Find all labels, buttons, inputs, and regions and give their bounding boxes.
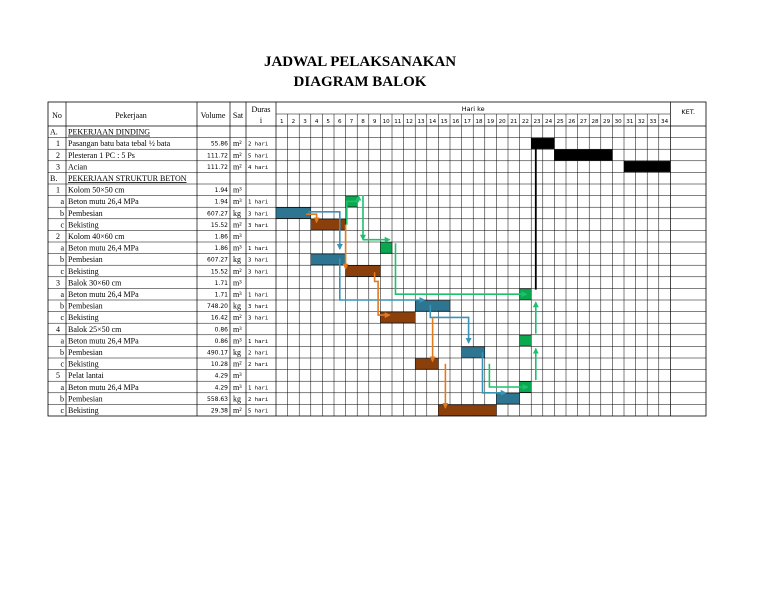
- row-sat: m²: [233, 139, 242, 149]
- page-subtitle: DIAGRAM BALOK: [293, 74, 427, 90]
- gantt-bar: [276, 208, 311, 219]
- row-volume: 1.94: [214, 187, 228, 195]
- row-durasi: 3 hari: [248, 315, 269, 322]
- day-number: 10: [382, 119, 390, 125]
- row-sat: m³: [233, 324, 242, 334]
- row-durasi: 1 hari: [248, 199, 269, 206]
- day-number: 29: [603, 119, 611, 125]
- row-no: 3: [56, 278, 60, 288]
- row-sat: m²: [233, 220, 242, 230]
- row-volume: 1.86: [214, 233, 228, 241]
- row-volume: 16.42: [210, 314, 228, 322]
- row-pekerjaan: Beton mutu 26,4 MPa: [68, 243, 139, 253]
- row-volume: 15.52: [210, 268, 228, 276]
- row-no: b: [60, 255, 64, 265]
- gantt-bar: [531, 138, 554, 149]
- row-no: 4: [56, 324, 60, 334]
- day-number: 28: [591, 119, 599, 125]
- row-sat: m³: [233, 243, 242, 253]
- row-no: a: [60, 197, 64, 207]
- row-durasi: 1 hari: [248, 246, 269, 253]
- day-number: 2: [291, 119, 296, 125]
- row-pekerjaan: Beton mutu 26,4 MPa: [68, 197, 139, 207]
- day-number: 22: [521, 119, 529, 125]
- row-no: a: [60, 243, 64, 253]
- row-no: c: [60, 406, 64, 415]
- row-sat: m³: [233, 197, 242, 207]
- day-number: 17: [463, 119, 471, 125]
- row-durasi: 2 hari: [248, 350, 269, 357]
- row-durasi: 2 hari: [248, 141, 269, 148]
- row-no: b: [60, 301, 64, 311]
- row-pekerjaan: Balok 30×60 cm: [68, 278, 122, 288]
- section-no: B.: [50, 174, 58, 183]
- row-no: a: [60, 336, 64, 346]
- row-volume: 55.86: [210, 140, 228, 148]
- header-durasi-2: i: [259, 116, 263, 125]
- day-number: 31: [626, 119, 634, 125]
- row-durasi: 3 hari: [248, 269, 269, 276]
- section-title: PEKERJAAN STRUKTUR BETON: [68, 174, 187, 183]
- row-pekerjaan: Bekisting: [68, 406, 99, 415]
- row-volume: 111.72: [207, 152, 228, 160]
- row-volume: 1.86: [214, 245, 228, 253]
- row-pekerjaan: Pembesian: [68, 208, 103, 218]
- row-durasi: 5 hari: [248, 153, 269, 160]
- day-number: 3: [303, 119, 307, 125]
- day-number: 19: [487, 119, 495, 125]
- row-sat: m³: [233, 290, 242, 299]
- row-pekerjaan: Pembesian: [68, 255, 103, 265]
- row-volume: 4.29: [214, 384, 228, 392]
- row-volume: 0.86: [214, 326, 228, 334]
- section-title: PEKERJAAN DINDING: [68, 127, 150, 137]
- row-pekerjaan: Kolom 40×60 cm: [68, 232, 125, 241]
- day-number: 6: [338, 119, 342, 125]
- row-durasi: 1 hari: [248, 292, 269, 299]
- row-pekerjaan: Bekisting: [68, 220, 99, 230]
- day-number: 18: [475, 119, 483, 125]
- row-sat: m²: [233, 150, 242, 160]
- row-no: 2: [56, 232, 60, 241]
- page-title: JADWAL PELAKSANAKAN: [263, 54, 457, 70]
- row-volume: 490.17: [207, 349, 228, 357]
- row-pekerjaan: Kolom 50×50 cm: [68, 185, 125, 195]
- row-sat: m²: [233, 406, 242, 415]
- day-number: 32: [637, 119, 645, 125]
- row-volume: 748.20: [207, 303, 228, 311]
- day-number: 33: [649, 119, 657, 125]
- row-pekerjaan: Bekisting: [68, 313, 99, 323]
- row-pekerjaan: Balok 25×50 cm: [68, 324, 122, 334]
- row-sat: m²: [233, 266, 242, 276]
- header-ket: KET.: [681, 108, 696, 116]
- row-no: 1: [56, 185, 60, 195]
- row-no: c: [60, 266, 64, 276]
- row-no: 5: [56, 371, 60, 381]
- row-durasi: 2 hari: [248, 396, 269, 403]
- row-pekerjaan: Plesteran 1 PC : 5 Ps: [68, 150, 135, 160]
- header-volume: Volume: [200, 111, 226, 120]
- row-durasi: 3 hari: [248, 211, 269, 218]
- row-volume: 607.27: [207, 256, 228, 264]
- row-durasi: 3 hari: [248, 304, 269, 311]
- day-number: 23: [533, 119, 541, 125]
- row-sat: m³: [233, 336, 242, 346]
- row-volume: 0.86: [214, 337, 228, 345]
- day-number: 21: [510, 119, 518, 125]
- row-pekerjaan: Pembesian: [68, 394, 103, 404]
- row-sat: m²: [233, 359, 242, 369]
- row-durasi: 3 hari: [248, 222, 269, 229]
- header-hari-ke: Hari ke: [461, 105, 485, 113]
- row-no: 2: [56, 150, 60, 160]
- row-pekerjaan: Pelat lantai: [68, 371, 104, 381]
- row-no: 3: [56, 162, 60, 172]
- day-number: 4: [314, 119, 319, 125]
- row-durasi: 1 hari: [248, 385, 269, 392]
- header-pekerjaan: Pekerjaan: [115, 111, 147, 120]
- row-no: b: [60, 208, 64, 218]
- row-no: a: [60, 290, 64, 299]
- header-durasi-1: Duras: [251, 105, 271, 114]
- gantt-bar: [415, 301, 450, 312]
- gantt-bar: [415, 359, 438, 370]
- day-number: 14: [429, 119, 437, 125]
- day-number: 8: [361, 119, 365, 125]
- header-no: No: [52, 111, 62, 120]
- row-pekerjaan: Bekisting: [68, 359, 99, 369]
- row-volume: 111.72: [207, 163, 228, 171]
- row-volume: 1.71: [214, 291, 228, 299]
- row-no: c: [60, 313, 64, 323]
- row-pekerjaan: Pembesian: [68, 301, 103, 311]
- row-durasi: 4 hari: [248, 164, 269, 171]
- row-sat: kg: [233, 255, 241, 265]
- row-pekerjaan: Pembesian: [68, 348, 103, 357]
- row-durasi: 5 hari: [248, 408, 269, 415]
- gantt-bar: [496, 393, 519, 404]
- row-pekerjaan: Beton mutu 26,4 MPa: [68, 290, 139, 299]
- day-number: 16: [452, 119, 460, 125]
- row-sat: m³: [233, 185, 242, 195]
- row-pekerjaan: Pasangan batu bata tebal ½ bata: [68, 139, 171, 149]
- gantt-bar: [520, 335, 532, 346]
- row-sat: kg: [233, 208, 241, 218]
- row-volume: 4.29: [214, 372, 228, 380]
- row-no: 1: [56, 139, 60, 149]
- day-number: 27: [579, 119, 587, 125]
- row-sat: kg: [233, 394, 241, 404]
- day-number: 24: [545, 119, 553, 125]
- day-number: 34: [661, 119, 669, 125]
- row-volume: 558.63: [207, 395, 228, 403]
- row-no: c: [60, 220, 64, 230]
- day-number: 13: [417, 119, 425, 125]
- row-pekerjaan: Beton mutu 26,4 MPa: [68, 336, 139, 346]
- day-number: 12: [405, 119, 413, 125]
- row-pekerjaan: Beton mutu 26,4 MPa: [68, 382, 139, 392]
- day-number: 1: [280, 119, 284, 125]
- row-sat: m³: [233, 232, 242, 241]
- section-no: A.: [50, 127, 58, 137]
- row-volume: 607.27: [207, 210, 228, 218]
- day-number: 20: [498, 119, 506, 125]
- day-number: 7: [349, 119, 354, 125]
- day-number: 15: [440, 119, 448, 125]
- row-no: b: [60, 348, 64, 357]
- row-volume: 10.28: [210, 361, 228, 369]
- row-sat: kg: [233, 348, 241, 357]
- row-volume: 15.52: [210, 221, 228, 229]
- row-volume: 1.94: [214, 198, 228, 206]
- day-number: 30: [614, 119, 622, 125]
- row-sat: m³: [233, 371, 242, 381]
- row-no: a: [60, 382, 64, 392]
- row-durasi: 1 hari: [248, 338, 269, 345]
- row-no: c: [60, 359, 64, 369]
- day-number: 25: [556, 119, 564, 125]
- day-number: 5: [326, 119, 330, 125]
- row-sat: m³: [233, 278, 242, 288]
- row-pekerjaan: Bekisting: [68, 266, 99, 276]
- day-number: 9: [372, 119, 377, 125]
- row-sat: m³: [233, 382, 242, 392]
- gantt-bar: [380, 243, 392, 254]
- header-sat: Sat: [232, 111, 244, 120]
- row-no: b: [60, 394, 64, 404]
- day-number: 11: [394, 119, 402, 125]
- row-durasi: 3 hari: [248, 257, 269, 264]
- row-durasi: 2 hari: [248, 362, 269, 369]
- row-sat: kg: [233, 301, 241, 311]
- gantt-bar: [554, 150, 612, 161]
- row-sat: m²: [233, 162, 242, 172]
- row-pekerjaan: Acian: [68, 162, 88, 172]
- row-volume: 1.71: [214, 279, 228, 287]
- gantt-bar: [380, 312, 415, 323]
- row-sat: m²: [233, 313, 242, 323]
- day-number: 26: [568, 119, 576, 125]
- dependency-arrow: [375, 272, 390, 315]
- row-volume: 29.38: [210, 407, 228, 415]
- gantt-bar: [624, 161, 670, 172]
- gantt-bar: [438, 405, 496, 416]
- gantt-bar: [462, 347, 485, 358]
